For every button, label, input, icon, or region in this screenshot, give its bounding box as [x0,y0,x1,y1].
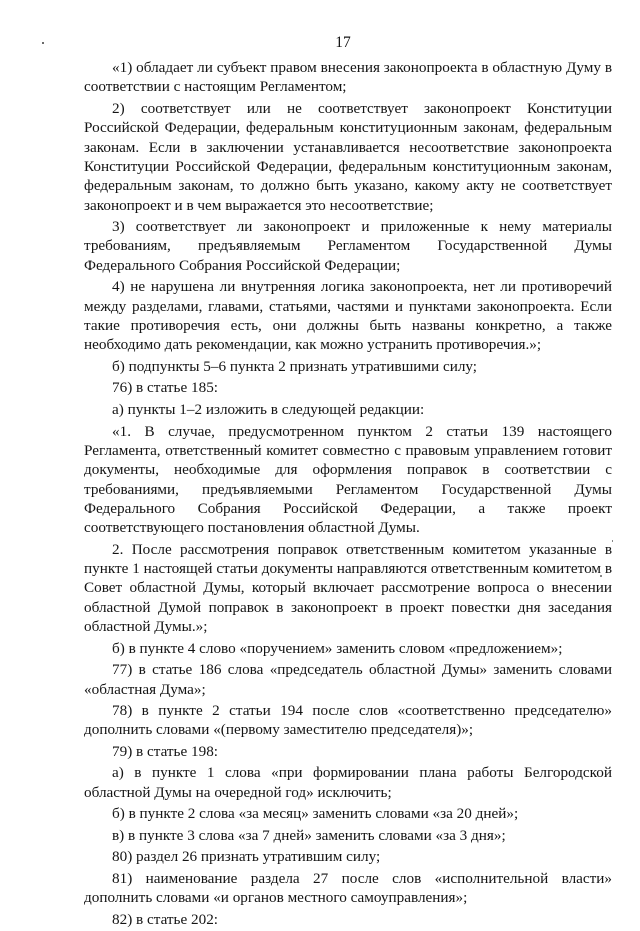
scan-speck [612,540,613,542]
paragraph: б) в пункте 4 слово «поручением» заменить словом «предложением»; [112,639,563,657]
paragraph: б) в пункте 2 слова «за месяц» заменить словами «за 20 дней»; [112,805,519,823]
paragraph: 78) в пункте 2 статьи 194 после слов «соответственно председателю» дополнить словами «(первому заместителю председателя)»; [84,702,612,739]
paragraph: а) в пункте 1 слова «при формировании плана работы Белгородской областной Думы на очередной год» исключить; [84,764,612,801]
paragraph: 77) в статье 186 слова «председатель областной Думы» заменить словами «областная Дума»; [84,661,612,698]
paragraph: 2. После рассмотрения поправок ответственным комитетом указанные в пункте 1 настоящей статьи документы направляются ответственным комитетом в Совет областной Думы, который включает рассмотрение вопроса о внесении областной Думой поправок в законопроект в проект повестки дня заседания областной Думы.»; [84,540,612,636]
paragraph: 82) в статье 202: [112,910,219,928]
paragraph: в) в пункте 3 слова «за 7 дней» заменить словами «за 3 дня»; [112,826,506,844]
paragraph: 3) соответствует ли законопроект и приложенные к нему материалы требованиям, предъявляемым Регламентом Государственной Думы Федерального Собрания Российской Федерации; [84,218,612,274]
paragraph: 76) в статье 185: [112,379,219,397]
paragraph: «1) обладает ли субъект правом внесения законопроекта в областную Думу в соответствии с настоящим Регламентом; [84,59,612,96]
paragraph: 2) соответствует или не соответствует законопроект Конституции Российской Федерации, федеральным конституционным законам, федеральным законам. Если в заключении устанавливается несоответствие законопроекта Конституции Российской Федерации, федеральным конституционным законам, федеральным законам, то должно быть указано, какому акту не соответствует законопроект и в чем выражается это несоответствие; [84,99,612,214]
paragraph: 4) не нарушена ли внутренняя логика законопроекта, нет ли противоречий между разделами, главами, статьями, частями и пунктами законопроекта. Если такие противоречия есть, они должны быть названы конкретно, а также необходимо дать рекомендации, как можно устранить противоречия.»; [84,278,612,354]
paragraph: 80) раздел 26 признать утратившим силу; [112,848,381,866]
paragraph: 81) наименование раздела 27 после слов «исполнительной власти» дополнить словами «и органов местного самоуправления»; [84,869,612,907]
paragraph: б) подпункты 5–6 пункта 2 признать утратившими силу; [112,357,478,375]
paragraph: а) пункты 1–2 изложить в следующей редакции: [112,400,425,418]
paragraph: 79) в статье 198: [112,742,219,760]
page-number: 17 [335,34,351,51]
document-body [84,58,612,931]
paragraph: «1. В случае, предусмотренном пунктом 2 статьи 139 настоящего Регламента, ответственный комитет совместно с правовым управлением готовит документы, необходимые для оформления поправок в соответствии с требованиями, предъявляемыми Регламентом Государственной Думы Федерального Собрания Российской Федерации, а также проект соответствующего постановления областной Думы. [84,422,612,537]
